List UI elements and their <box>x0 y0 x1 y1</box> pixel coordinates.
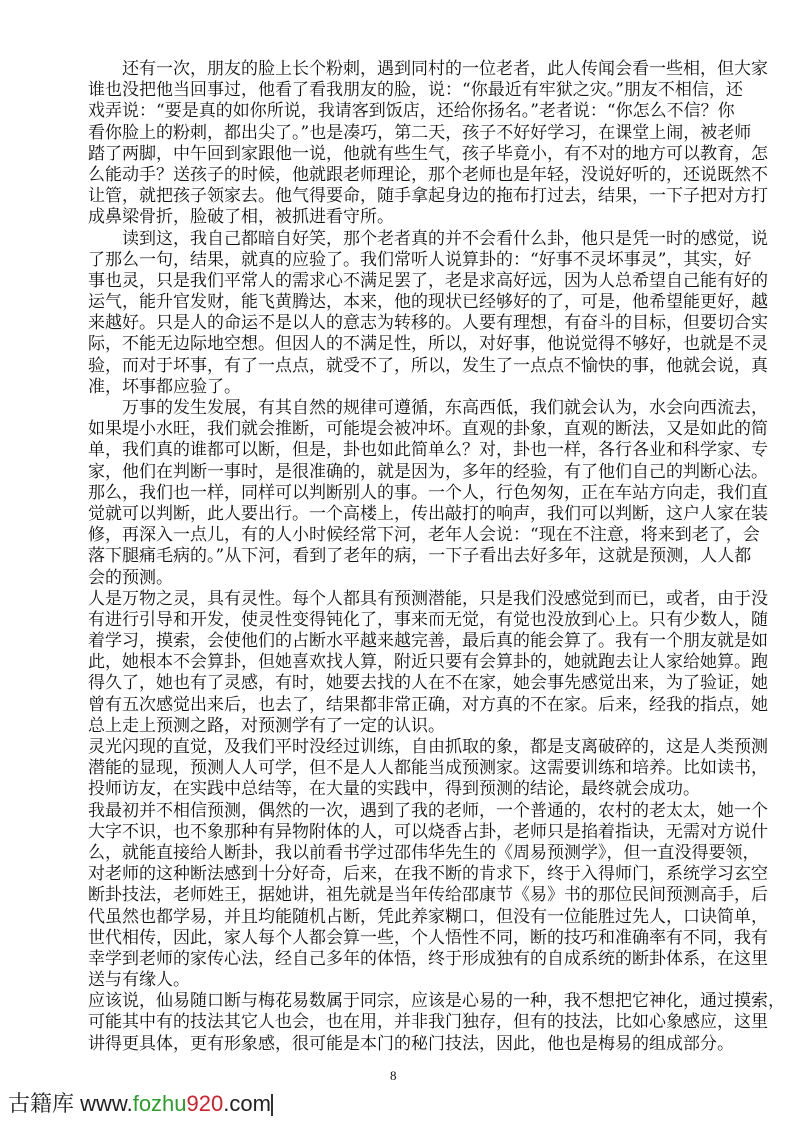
text-line: 了那么一句，结果，就真的应验了。我们常听人说算卦的：“好事不灵坏事灵”，其实，好 <box>88 249 752 270</box>
paragraph <box>88 800 768 992</box>
text-line: 看你脸上的粉刺，都出尖了。”也是凑巧，第二天，孩子不好好学习，在课堂上闹，被老师 <box>88 122 752 143</box>
paragraph <box>88 991 785 1055</box>
text-line: 万事的发生发展，有其自然的规律可遵循，东高西低，我们就会认为，水会向西流去， <box>122 398 768 418</box>
paragraph <box>88 588 768 737</box>
text-line: 有进行引导和开发，使灵性变得钝化了，事来而无觉，有觉也没放到心上。只有少数人，随 <box>88 609 768 630</box>
text-line: 对老师的这种断法感到十分好奇，后来，在我不断的肯求下，终于入得师门，系统学习玄空 <box>88 864 768 885</box>
document-body <box>88 59 785 1055</box>
text-line: 事也灵，只是我们平常人的需求心不满足罢了，老是求高好远，因为人总希望自己能有好的 <box>88 270 768 291</box>
text-line: 人是万物之灵，具有灵性。每个人都具有预测潜能，只是我们没感觉到而已，或者，由于没 <box>88 588 768 609</box>
text-line: 着学习，摸索，会使他们的占断水平越来越完善，最后真的能会算了。我有一个朋友就是如 <box>88 631 768 652</box>
text-line: 成鼻梁骨折，脸破了相，被抓进看守所。 <box>88 207 394 228</box>
paragraph <box>88 398 768 589</box>
text-line: 际，不能无边际地空想。但因人的不满足性，所以，对好事，他说觉得不够好，也就是不灵 <box>88 334 768 355</box>
text-line: 代虽然也都学易，并且均能随机占断，凭此养家糊口，但没有一位能胜过先人，口诀简单， <box>88 906 768 927</box>
text-line: 来越好。只是人的命运不是以人的意志为转移的。人要有理想，有奋斗的目标，但要切合实 <box>88 313 768 334</box>
text-line: 踏了两脚，中午回到家跟他一说，他就有些生气，孩子毕竟小，有不对的地方可以教育，怎 <box>88 143 768 164</box>
text-line: 运气，能升官发财，能飞黄腾达，本来，他的现状已经够好的了，可是，他希望能更好，越 <box>88 292 768 313</box>
text-line: 还有一次，朋友的脸上长个粉刺，遇到同村的一位老者，此人传闻会看一些相，但大家 <box>122 59 768 79</box>
text-line: 那么，我们也一样，同样可以判断别人的事。一个人，行色匆匆，正在车站方向走，我们直 <box>88 482 768 503</box>
text-line: 此，她根本不会算卦，但她喜欢找人算，附近只要有会算卦的，她就跑去让人家给她算。跑 <box>88 652 768 673</box>
text-line: 谁也没把他当回事过，他看了看我朋友的脸，说：“你最近有牢狱之灾。”朋友不相信，还 <box>88 80 743 101</box>
text-line: 落下腿痛毛病的。”从下河，看到了老年的病，一下子看出去好多年，这就是预测，人人都 <box>88 546 752 567</box>
text-line: 准，坏事都应验了。 <box>88 376 241 397</box>
page-number: 8 <box>390 1068 397 1083</box>
text-line: 如果堤小水旺，我们就会推断，可能堤会被冲坏。直观的卦象，直观的断法，又是如此的简 <box>88 419 768 440</box>
text-line: 可能其中有的技法其它人也会，也在用，并非我门独存，但有的技法，比如心象感应，这里 <box>88 1012 768 1033</box>
text-line: 戏弄说：“要是真的如你所说，我请客到饭店，还给你扬名。”老者说：“你怎么不信？你 <box>88 101 735 122</box>
text-line: 修，再深入一点儿，有的人小时候经常下河，老年人会说：“现在不注意，将来到老了，会 <box>88 525 760 546</box>
text-line: 大字不识，也不象那种有异物附体的人，可以烧香占卦，老师只是掐着指诀，无需对方说什 <box>88 821 768 842</box>
text-line: 总上走上预测之路，对预测学有了一定的认识。 <box>88 715 445 736</box>
paragraph <box>88 737 768 801</box>
text-line: 讲得更具体，更有形象感，很可能是本门的秘门技法，因此，他也是梅易的组成部分。 <box>88 1033 734 1054</box>
text-line: 曾有五次感觉出来后，也去了，结果都非常正确，对方真的不在家。后来，经我的指点，她 <box>88 694 768 715</box>
url-green-part: fozhu <box>132 1091 187 1116</box>
text-line: 么，就能直接给人断卦，我以前看书学过邵伟华先生的《周易预测学》，但一直没得要领， <box>88 842 760 863</box>
text-line: 潜能的显现，预测人人可学，但不是人人都能当成预测家。这需要训练和培养。比如读书， <box>88 758 768 779</box>
text-line: 得久了，她也有了灵感，有时，她要去找的人在不在家，她会事先感觉出来，为了验证，她 <box>88 673 768 694</box>
text-line: 送与有缘人。 <box>88 970 190 991</box>
url-red-part: 920 <box>186 1091 224 1116</box>
text-line: 世代相传，因此，家人每个人都会算一些，个人悟性不同，断的技巧和准确率有不同，我有 <box>88 927 768 948</box>
paragraph <box>88 59 768 229</box>
text-line: 我最初并不相信预测，偶然的一次，遇到了我的老师，一个普通的，农村的老太太，她一个 <box>88 800 768 821</box>
text-line: 会的预测。 <box>88 567 173 588</box>
text-line: 断卦技法，老师姓王，据她讲，祖先就是当年传给邵康节《易》书的那位民间预测高手，后 <box>88 885 768 906</box>
text-line: 觉就可以判断，此人要出行。一个高楼上，传出敲打的响声，我们可以判断，这户人家在装 <box>88 503 768 524</box>
paragraph <box>88 228 768 399</box>
text-line: 让管，就把孩子领家去。他气得要命，随手拿起身边的拖布打过去，结果，一下子把对方打 <box>88 186 768 207</box>
site-name: 古籍库 <box>8 1091 75 1116</box>
site-url <box>80 1091 271 1116</box>
url-suffix: .com <box>223 1091 271 1116</box>
text-line: 幸学到老师的家传心法，经自己多年的体悟，终于形成独有的自成系统的断卦体系，在这里 <box>88 948 768 969</box>
text-line: 单，我们真的谁都可以断，但是，卦也如此简单么？对，卦也一样，各行各业和科学家、专 <box>88 440 768 461</box>
text-line: 验，而对于坏事，有了一点点，就受不了，所以，发生了一点点不愉快的事，他就会说，真 <box>88 355 768 376</box>
text-line: 投师访友，在实践中总结等，在大量的实践中，得到预测的结论，最终就会成功。 <box>88 779 700 800</box>
text-line: 读到这，我自己都暗自好笑，那个老者真的并不会看什么卦，他只是凭一时的感觉，说 <box>122 228 768 249</box>
url-prefix: www. <box>80 1091 133 1116</box>
text-line: 么能动手？送孩子的时候，他就跟老师理论，那个老师也是年轻，没说好听的，还说既然不 <box>88 164 768 185</box>
watermark-footer <box>8 1087 273 1118</box>
text-line: 应该说，仙易随口断与梅花易数属于同宗，应该是心易的一种，我不想把它神化，通过摸索， <box>88 991 785 1012</box>
text-line: 家，他们在判断一事时，是很准确的，就是因为，多年的经验，有了他们自己的判断心法。 <box>88 461 768 482</box>
divider <box>271 1094 273 1116</box>
text-line: 灵光闪现的直觉，及我们平时没经过训练，自由抓取的象，都是支离破碎的，这是人类预测 <box>88 737 768 757</box>
